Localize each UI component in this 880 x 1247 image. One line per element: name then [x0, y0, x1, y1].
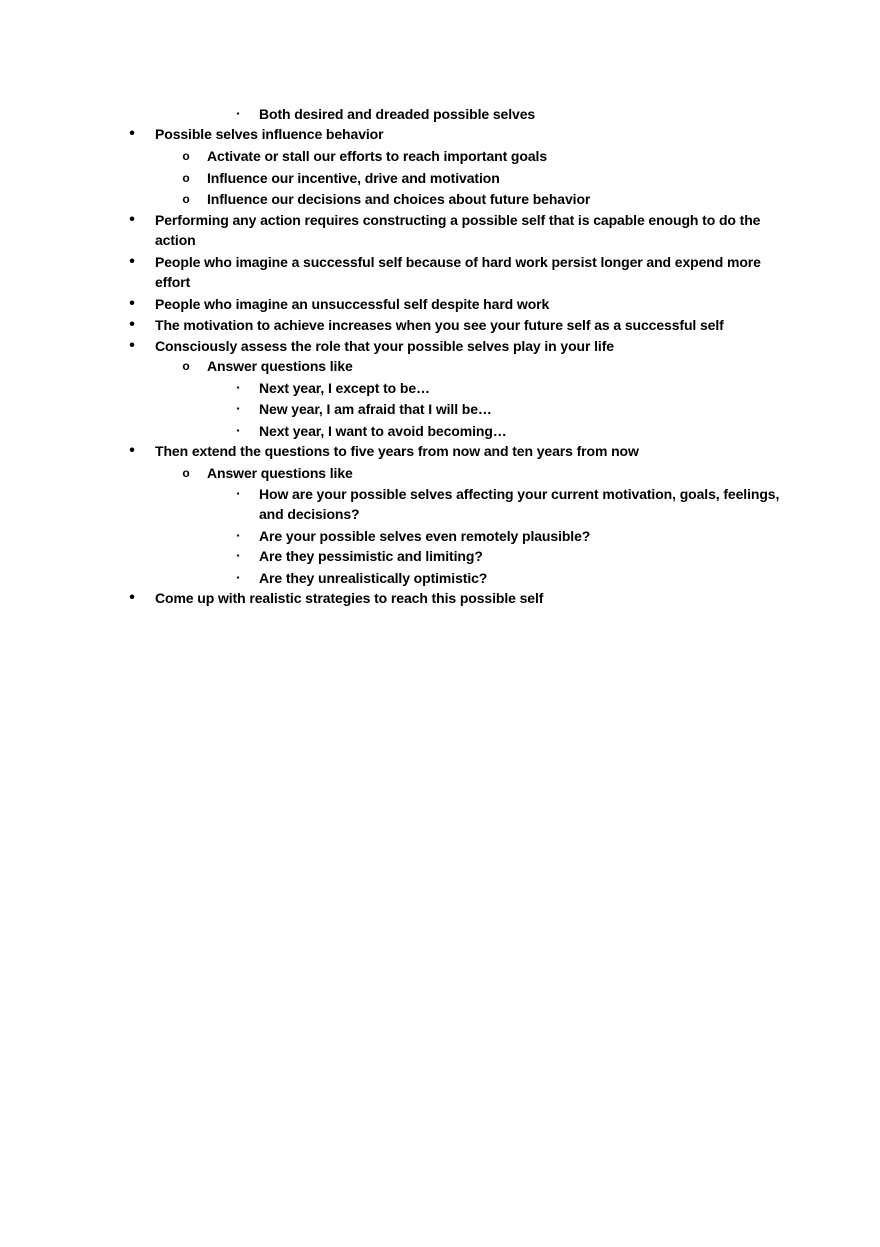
disc-bullet-icon: • [129, 125, 135, 142]
square-bullet-icon: ▪ [236, 573, 240, 582]
circle-bullet-icon: o [182, 149, 190, 163]
square-bullet-icon: ▪ [236, 109, 240, 118]
list-item-text: Consciously assess the role that your possible selves play in your life [155, 338, 614, 354]
list-item-text: New year, I am afraid that I will be… [259, 401, 492, 417]
list-item-text: People who imagine an unsuccessful self despite hard work [155, 296, 550, 312]
list-item-text-continuation: action [155, 232, 196, 248]
square-bullet-icon: ▪ [236, 531, 240, 540]
list-item-text: Answer questions like [207, 358, 353, 374]
square-bullet-icon: ▪ [236, 383, 240, 392]
list-item-text-continuation: and decisions? [259, 506, 360, 522]
list-item-text: Next year, I want to avoid becoming… [259, 423, 507, 439]
circle-bullet-icon: o [182, 466, 190, 480]
list-item-text: Then extend the questions to five years from now and ten years from now [155, 443, 639, 459]
list-item-text: How are your possible selves affecting your current motivation, goals, feelings, [259, 486, 780, 502]
square-bullet-icon: ▪ [236, 426, 240, 435]
list-item-text: People who imagine a successful self because of hard work persist longer and expend more [155, 254, 761, 270]
list-item-text: Answer questions like [207, 465, 353, 481]
disc-bullet-icon: • [129, 295, 135, 312]
list-item-text: The motivation to achieve increases when you see your future self as a successful self [155, 317, 724, 333]
list-item-text: Come up with realistic strategies to reach this possible self [155, 590, 544, 606]
square-bullet-icon: ▪ [236, 404, 240, 413]
disc-bullet-icon: • [129, 442, 135, 459]
list-item-text-continuation: effort [155, 274, 191, 290]
list-item-text: Performing any action requires constructing a possible self that is capable enough to do the [155, 212, 761, 228]
list-item-text: Next year, I except to be… [259, 380, 430, 396]
square-bullet-icon: ▪ [236, 489, 240, 498]
disc-bullet-icon: • [129, 253, 135, 270]
list-item-text: Activate or stall our efforts to reach important goals [207, 148, 547, 164]
list-item-text: Influence our decisions and choices about future behavior [207, 191, 591, 207]
circle-bullet-icon: o [182, 359, 190, 373]
list-item-text: Influence our incentive, drive and motivation [207, 170, 500, 186]
disc-bullet-icon: • [129, 316, 135, 333]
disc-bullet-icon: • [129, 589, 135, 606]
list-item-text: Both desired and dreaded possible selves [259, 106, 536, 122]
disc-bullet-icon: • [129, 211, 135, 228]
circle-bullet-icon: o [182, 171, 190, 185]
list-item-text: Are they pessimistic and limiting? [259, 548, 483, 564]
list-item-text: Possible selves influence behavior [155, 126, 384, 142]
square-bullet-icon: ▪ [236, 551, 240, 560]
disc-bullet-icon: • [129, 337, 135, 354]
list-item-text: Are they unrealistically optimistic? [259, 570, 488, 586]
circle-bullet-icon: o [182, 192, 190, 206]
list-item-text: Are your possible selves even remotely plausible? [259, 528, 591, 544]
